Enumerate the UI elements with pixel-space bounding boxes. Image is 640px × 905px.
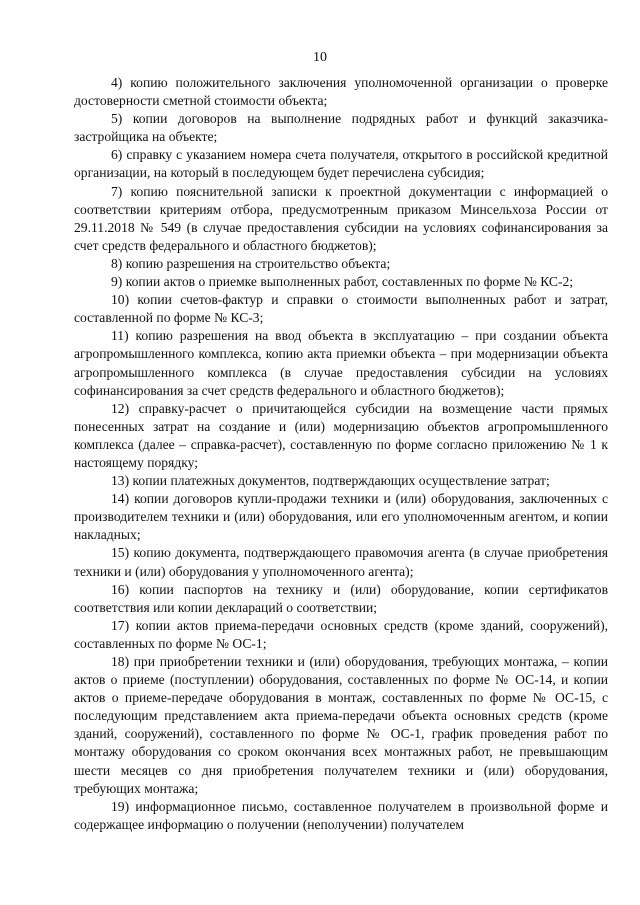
list-item: 18) при приобретении техники и (или) оборудования, требующих монтажа, – копии актов о приеме (поступлении) оборудования, составленных по форме № ОС-14, и копии актов о приеме-передаче оборудования в монтаж, составленных по форме № ОС-15, с последующим представлением акта приема-передачи объекта основных средств (кроме зданий, сооружений), составленного по форме № ОС-1, график проведения работ по монтажу оборудования со сроком окончания всех монтажных работ, не превышающим шести месяцев со дня приобретения получателем техники и (или) оборудования, требующих монтажа; [74,654,608,796]
list-item: 5) копии договоров на выполнение подрядных работ и функций заказчика-застройщика на объекте; [74,111,608,145]
document-body [74,74,608,834]
list-item: 19) информационное письмо, составленное получателем в произвольной форме и содержащее информацию о получении (неполучении) получателем [74,798,608,832]
list-item: 10) копии счетов-фактур и справки о стоимости выполненных работ и затрат, составленной по форме № КС-3; [74,292,608,326]
list-item: 8) копию разрешения на строительство объекта; [111,255,391,271]
list-item: 6) справку с указанием номера счета получателя, открытого в российской кредитной организации, на который в последующем будет перечислена субсидия; [74,147,608,181]
list-item: 13) копии платежных документов, подтверждающих осуществление затрат; [111,473,550,489]
list-item: 17) копии актов приема-передачи основных средств (кроме зданий, сооружений), составленных по форме № ОС-1; [74,617,608,651]
list-item: 11) копию разрешения на ввод объекта в эксплуатацию – при создании объекта агропромышленного комплекса, копию акта приемки объекта – при модернизации объекта агропромышленного комплекса (в случае предоставления субсидии на условиях софинансирования за счет средств федерального и областного бюджетов); [74,328,608,398]
page-number: 10 [313,50,327,65]
list-item: 16) копии паспортов на технику и (или) оборудование, копии сертификатов соответствия или копии деклараций о соответствии; [74,581,608,615]
list-item: 14) копии договоров купли-продажи техники и (или) оборудования, заключенных с производителем техники и (или) оборудования, или его уполномоченным агентом, и копии накладных; [74,491,608,543]
list-item: 12) справку-расчет о причитающейся субсидии на возмещение части прямых понесенных затрат на создание и (или) модернизацию объектов агропромышленного комплекса (далее – справка-расчет), составленную по форме согласно приложению № 1 к настоящему порядку; [74,400,608,470]
list-item: 4) копию положительного заключения уполномоченной организации о проверке достоверности сметной стоимости объекта; [74,75,608,109]
list-item: 7) копию пояснительной записки к проектной документации с информацией о соответствии критериям отбора, предусмотренным приказом Минсельхоза России от 29.11.2018 № 549 (в случае предоставления субсидии на условиях софинансирования за счет средств федерального и областного бюджетов); [74,183,608,253]
list-item: 9) копии актов о приемке выполненных работ, составленных по форме № КС-2; [111,274,574,290]
list-item: 15) копию документа, подтверждающего правомочия агента (в случае приобретения техники и (или) оборудования у уполномоченного агента); [74,545,608,579]
